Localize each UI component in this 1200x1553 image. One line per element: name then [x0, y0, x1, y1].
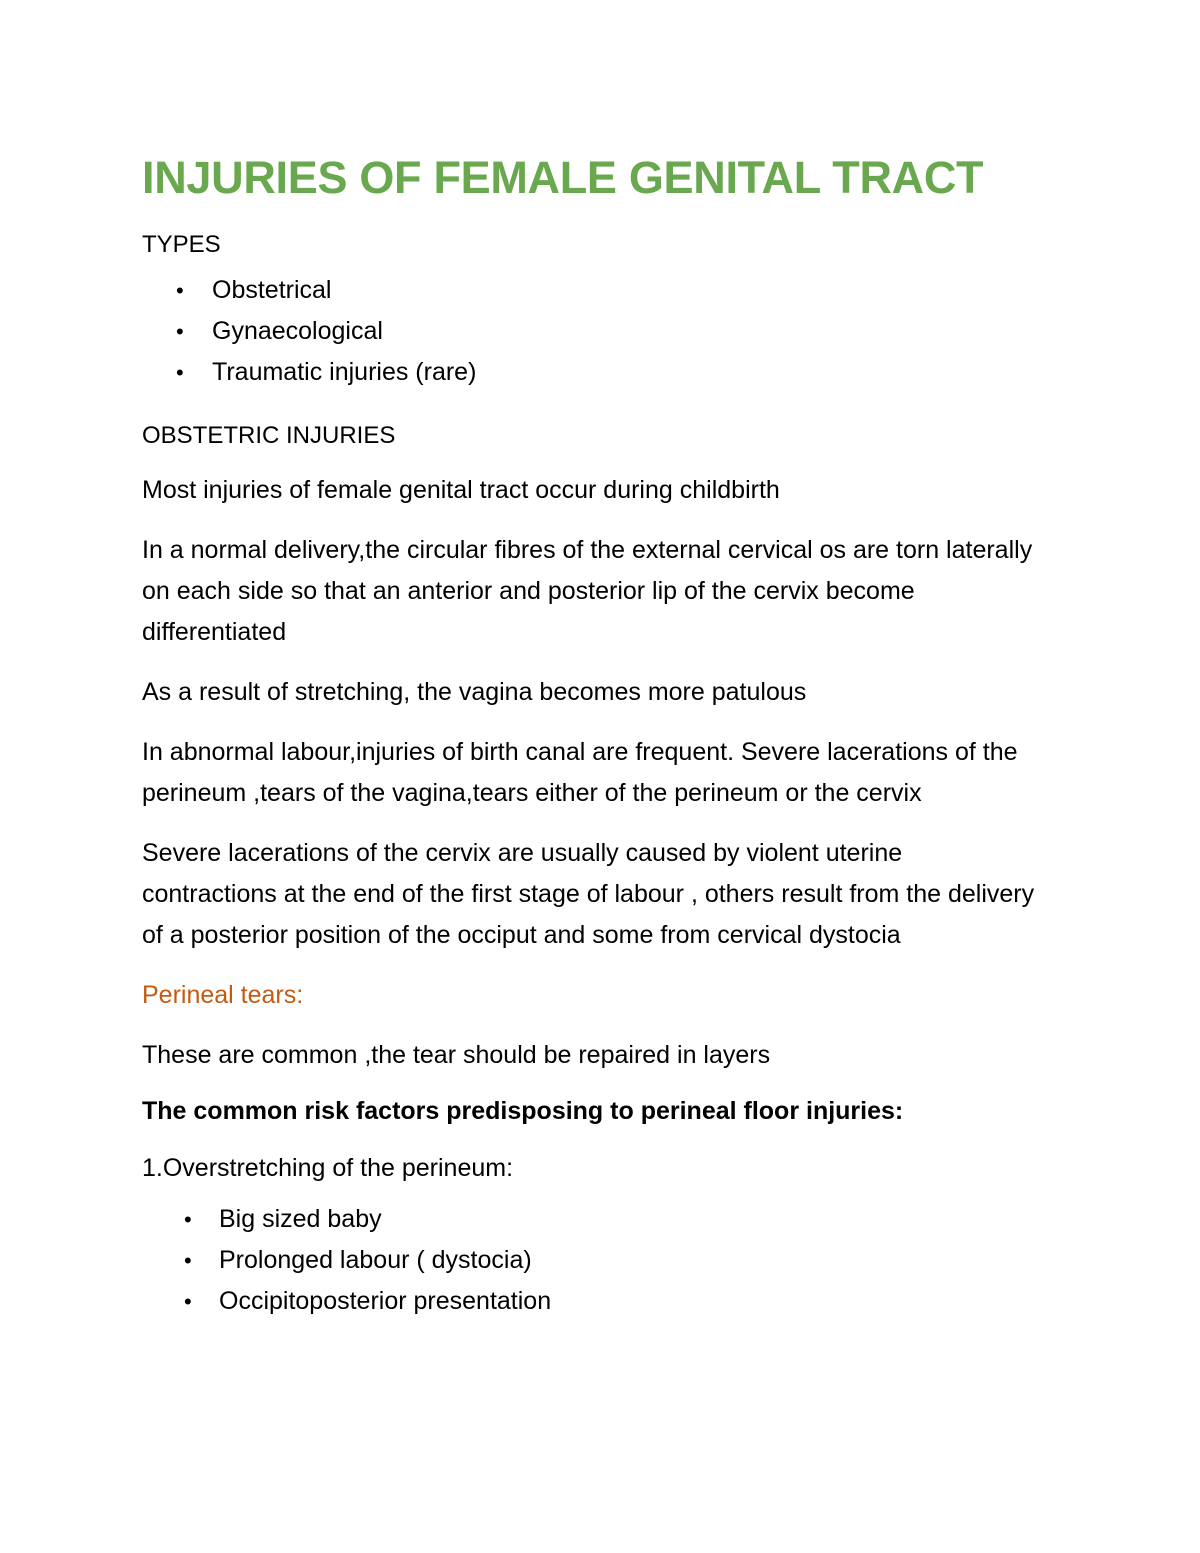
paragraph: Most injuries of female genital tract occur during childbirth — [142, 476, 780, 504]
risk-factor-item: 1.Overstretching of the perineum: — [142, 1154, 514, 1182]
bullet-icon: • — [184, 1248, 192, 1273]
list-item — [142, 311, 1042, 352]
list-item-text: Obstetrical — [212, 276, 332, 304]
risk-factors-heading: The common risk factors predisposing to perineal floor injuries: — [142, 1097, 904, 1125]
list-item-text: Prolonged labour ( dystocia) — [219, 1246, 532, 1274]
obstetric-injuries-heading: OBSTETRIC INJURIES — [142, 422, 396, 449]
bullet-icon: • — [176, 319, 184, 344]
list-item-text: Traumatic injuries (rare) — [212, 358, 477, 386]
types-list — [142, 270, 1042, 393]
paragraph: Severe lacerations of the cervix are usually caused by violent uterine contractions at the end of the first stage of labour , others result from the delivery of a posterior position of the occiput and some from cervical dystocia — [142, 839, 1035, 949]
risk-subitems-list — [142, 1199, 1042, 1322]
list-item — [142, 352, 1042, 393]
paragraph: In a normal delivery,the circular fibres of the external cervical os are torn laterally on each side so that an anterior and posterior lip of the cervix become differentiated — [142, 536, 1033, 646]
list-item-text: Occipitoposterior presentation — [219, 1287, 552, 1315]
list-item — [142, 1240, 1042, 1281]
bullet-icon: • — [184, 1207, 192, 1232]
list-item — [142, 1281, 1042, 1322]
document-content — [142, 150, 1042, 1322]
paragraph: In abnormal labour,injuries of birth canal are frequent. Severe lacerations of the perineum ,tears of the vagina,tears either of the perineum or the cervix — [142, 738, 1018, 807]
list-item-text: Gynaecological — [212, 317, 383, 345]
bullet-icon: • — [184, 1289, 192, 1314]
paragraph: As a result of stretching, the vagina becomes more patulous — [142, 678, 807, 706]
bullet-icon: • — [176, 360, 184, 385]
bullet-icon: • — [176, 278, 184, 303]
perineal-tears-heading: Perineal tears: — [142, 981, 304, 1009]
types-heading: TYPES — [142, 231, 221, 258]
list-item — [142, 1199, 1042, 1240]
perineal-tears-text: These are common ,the tear should be repaired in layers — [142, 1041, 771, 1069]
list-item — [142, 270, 1042, 311]
list-item-text: Big sized baby — [219, 1205, 382, 1233]
document-title: INJURIES OF FEMALE GENITAL TRACT — [142, 152, 984, 203]
